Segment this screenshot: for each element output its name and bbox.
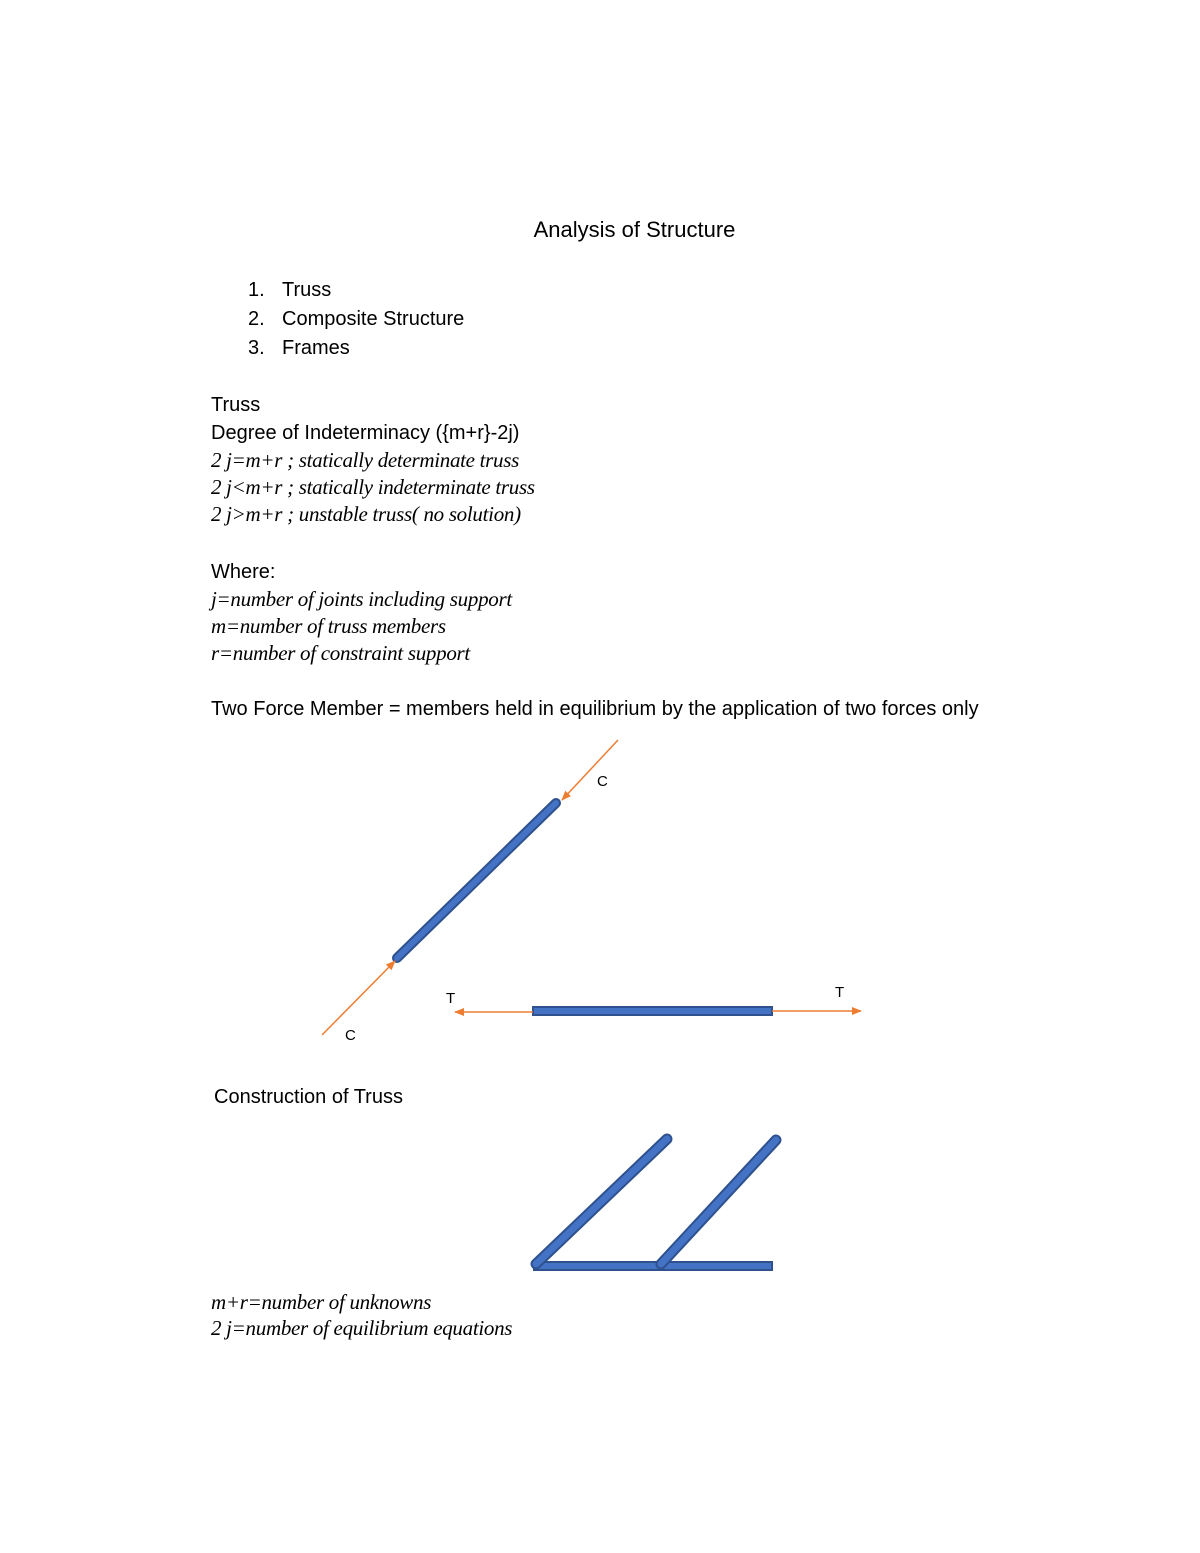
truss-diagonal-member-left	[536, 1139, 667, 1264]
where-label: Where:	[211, 561, 276, 583]
page-title: Analysis of Structure	[533, 217, 736, 242]
topic-number: 2.	[248, 308, 265, 330]
two-force-member-text: Two Force Member = members held in equilibrium by the application of two forces only	[211, 698, 979, 720]
compression-label-top: C	[597, 773, 608, 790]
construction-heading: Construction of Truss	[214, 1086, 403, 1108]
topic-number: 1.	[248, 279, 265, 301]
definition-supports: r=number of constraint support	[211, 641, 470, 665]
tension-label-right: T	[835, 984, 845, 1001]
topic-label: Truss	[282, 279, 332, 301]
truss-heading: Truss	[211, 394, 261, 416]
condition-determinate: 2 j=m+r ; statically determinate truss	[211, 448, 519, 472]
tension-member	[533, 1007, 772, 1015]
topic-label: Frames	[282, 337, 350, 359]
truss-diagonal-member-right	[661, 1140, 776, 1264]
tension-label-left: T	[446, 990, 456, 1007]
equations-line: 2 j=number of equilibrium equations	[211, 1316, 513, 1340]
truss-construction-diagram	[534, 1139, 776, 1270]
topic-label: Composite Structure	[282, 308, 465, 330]
compression-member-fill	[397, 803, 556, 958]
truss-base-member	[534, 1262, 772, 1270]
definition-members: m=number of truss members	[211, 614, 446, 638]
indeterminacy-heading: Degree of Indeterminacy ({m+r}-2j)	[211, 422, 520, 444]
compression-arrow-top	[562, 740, 618, 800]
unknowns-line: m+r=number of unknowns	[211, 1290, 432, 1314]
topic-number: 3.	[248, 337, 265, 359]
definition-joints: j=number of joints including support	[211, 587, 512, 611]
compression-label-bottom: C	[345, 1027, 356, 1044]
condition-indeterminate: 2 j<m+r ; statically indeterminate truss	[211, 475, 535, 499]
compression-arrow-bottom	[322, 961, 395, 1035]
condition-unstable: 2 j>m+r ; unstable truss( no solution)	[211, 502, 521, 526]
